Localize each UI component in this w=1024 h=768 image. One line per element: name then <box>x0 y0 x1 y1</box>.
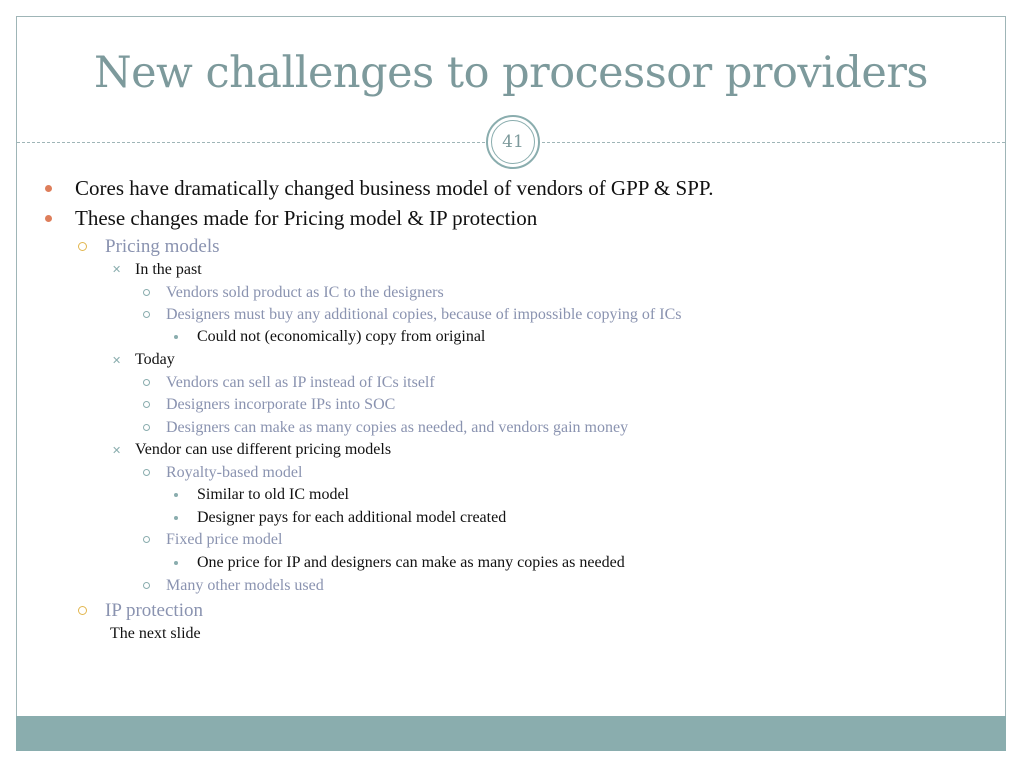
slide-number-badge <box>486 115 540 169</box>
bullet-item: Designers can make as many copies as needed, and vendors gain money <box>166 419 629 436</box>
bullet-x-icon: ✕ <box>112 354 122 367</box>
bullet-item: Designer pays for each additional model created <box>197 509 507 526</box>
bullet-small-dot-icon <box>174 335 178 339</box>
bullet-x-icon: ✕ <box>112 263 122 276</box>
bullet-item: Could not (economically) copy from original <box>197 328 486 345</box>
bullet-item: Many other models used <box>166 577 324 594</box>
bullet-item: Designers must buy any additional copies, because of impossible copying of ICs <box>166 306 682 323</box>
slide-number: 41 <box>502 132 524 152</box>
bullet-circle-icon <box>143 311 150 318</box>
bullet-circle-icon <box>143 582 150 589</box>
slide-title: New challenges to processor providers <box>93 48 928 98</box>
bullet-item: Vendors sold product as IC to the designers <box>166 284 444 301</box>
bullet-dot-icon <box>45 215 52 222</box>
bullet-item: Cores have dramatically changed business model of vendors of GPP & SPP. <box>75 176 714 200</box>
bullet-item: One price for IP and designers can make as many copies as needed <box>197 554 625 571</box>
bullet-x-icon: ✕ <box>112 444 122 457</box>
bullet-small-dot-icon <box>174 516 178 520</box>
bullet-ring-icon <box>78 606 87 615</box>
bullet-small-dot-icon <box>174 561 178 565</box>
bullet-item: In the past <box>135 261 202 278</box>
bullet-item: Vendors can sell as IP instead of ICs itself <box>166 374 435 391</box>
bullet-circle-icon <box>143 379 150 386</box>
bullet-item: Vendor can use different pricing models <box>135 441 392 458</box>
bullet-circle-icon <box>143 289 150 296</box>
bullet-item: Fixed price model <box>166 531 283 548</box>
bullet-item: IP protection <box>105 600 203 621</box>
bullet-item: Designers incorporate IPs into SOC <box>166 396 396 413</box>
bullet-item: Royalty-based model <box>166 464 303 481</box>
plain-text-line: The next slide <box>110 625 201 642</box>
bullet-ring-icon <box>78 242 87 251</box>
bullet-dot-icon <box>45 185 52 192</box>
footer-bar <box>16 716 1006 751</box>
bullet-circle-icon <box>143 424 150 431</box>
bullet-item: These changes made for Pricing model & IP protection <box>75 206 538 230</box>
bullet-circle-icon <box>143 401 150 408</box>
bullet-small-dot-icon <box>174 493 178 497</box>
bullet-item: Today <box>135 351 175 368</box>
bullet-item: Similar to old IC model <box>197 486 349 503</box>
bullet-circle-icon <box>143 536 150 543</box>
bullet-item: Pricing models <box>105 236 220 257</box>
bullet-circle-icon <box>143 469 150 476</box>
